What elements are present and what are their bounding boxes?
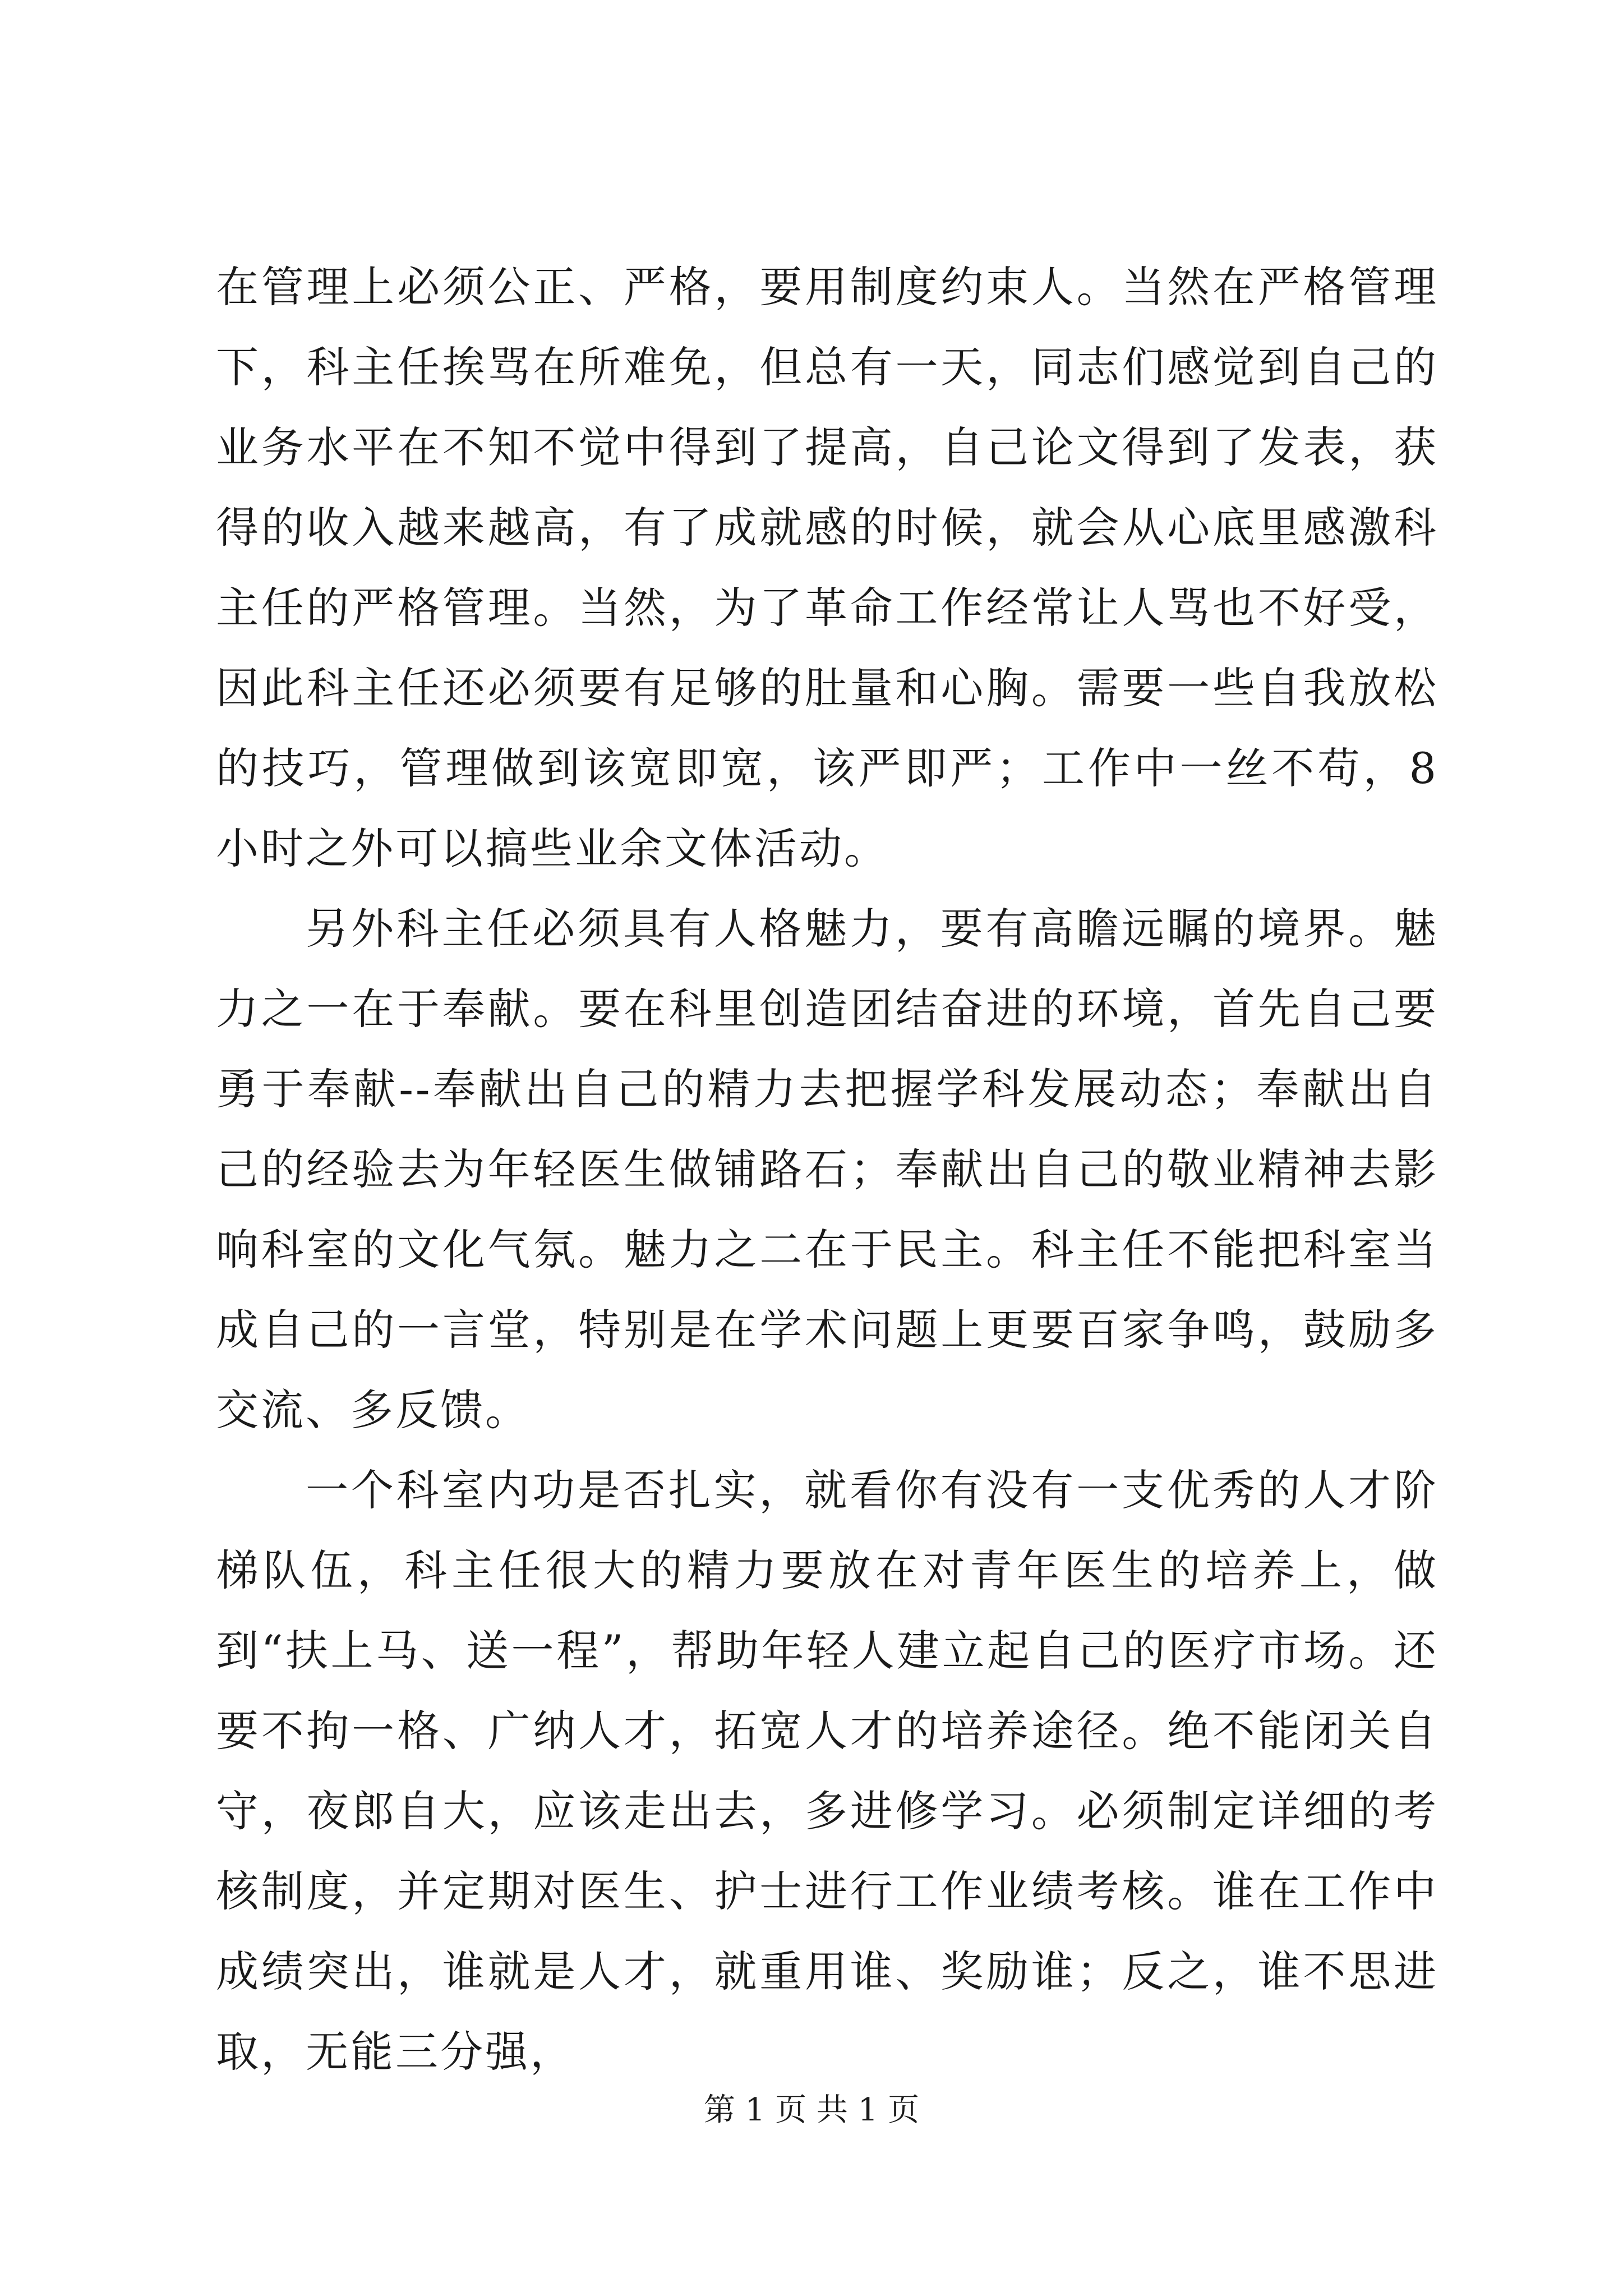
paragraph-1: 在管理上必须公正、严格，要用制度约束人。当然在严格管理下，科主任挨骂在所难免，但总有一天，同志们感觉到自己的业务水平在不知不觉中得到了提高，自己论文得到了发表，获得的收入越来越高，有了成就感的时候，就会从心底里感激科主任的严格管理。当然，为了革命工作经常让人骂也不好受，因此科主任还必须要有足够的肚量和心胸。需要一些自我放松的技巧，管理做到该宽即宽，该严即严；工作中一丝不苟，8小时之外可以搞些业余文体活动。 (216, 262, 1438, 873)
document-body (216, 247, 1438, 2092)
page-footer (0, 2088, 1623, 2133)
paragraph-3: 一个科室内功是否扎实，就看你有没有一支优秀的人才阶梯队伍，科主任很大的精力要放在对青年医生的培养上，做到“扶上马、送一程”，帮助年轻人建立起自己的医疗市场。还要不拘一格、广纳人才，拓宽人才的培养途径。绝不能闭关自守，夜郎自大，应该走出去，多进修学习。必须制定详细的考核制度，并定期对医生、护士进行工作业绩考核。谁在工作中成绩突出，谁就是人才，就重用谁、奖励谁；反之，谁不思进取，无能三分强， (216, 1465, 1438, 2077)
paragraph-2: 另外科主任必须具有人格魅力，要有高瞻远瞩的境界。魅力之一在于奉献。要在科里创造团结奋进的环境，首先自己要勇于奉献--奉献出自己的精力去把握学科发展动态；奉献出自己的经验去为年轻医生做铺路石；奉献出自己的敬业精神去影响科室的文化气氛。魅力之二在于民主。科主任不能把科室当成自己的一言堂，特别是在学术问题上更要百家争鸣，鼓励多交流、多反馈。 (216, 904, 1438, 1435)
page-number-label: 第 1 页 共 1 页 (703, 2092, 920, 2128)
